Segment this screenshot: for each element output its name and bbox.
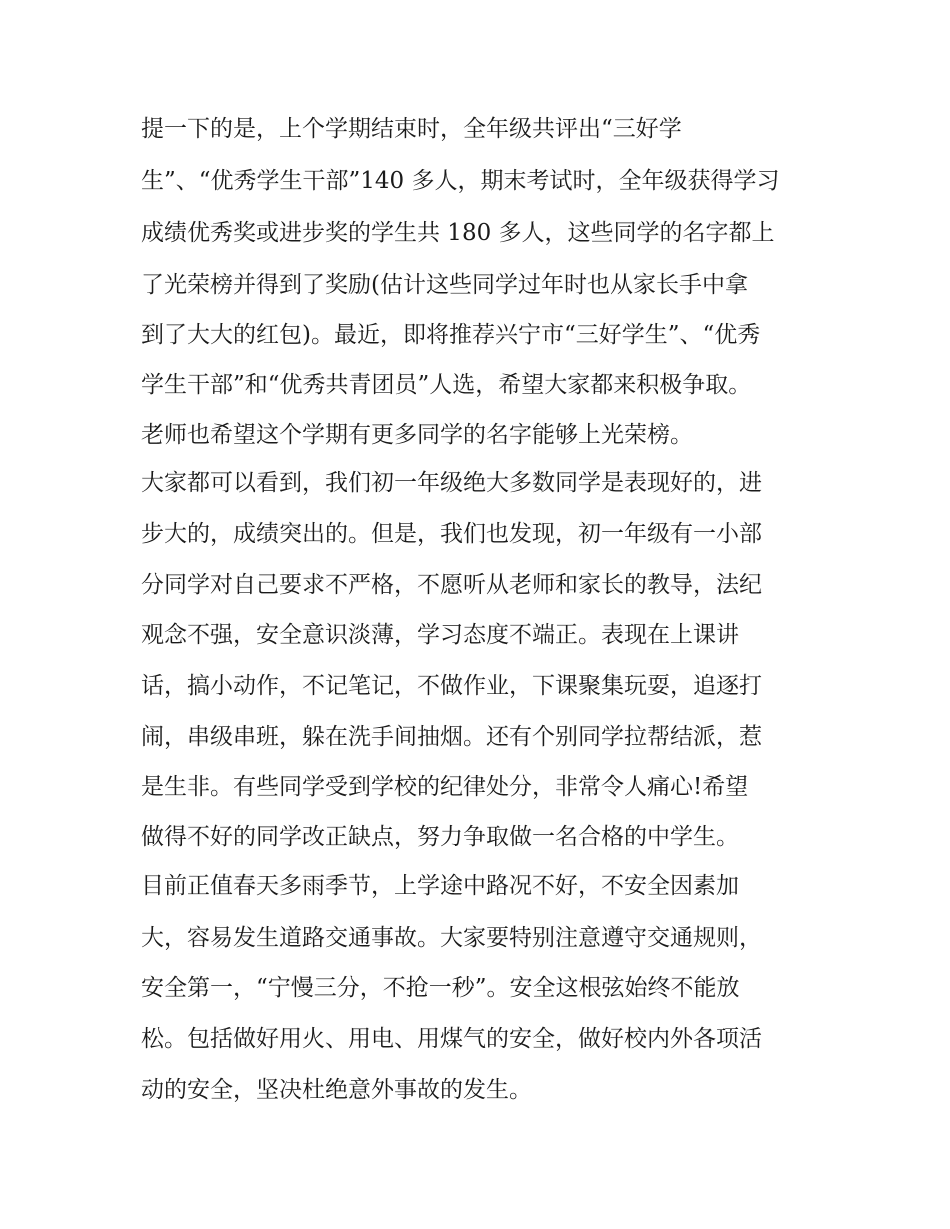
text-line: 动的安全，坚决杜绝意外事故的发生。 — [141, 1077, 532, 1103]
text-line: 步大的，成绩突出的。但是，我们也发现，初一年级有一小部 — [141, 521, 762, 547]
text-line: 了光荣榜并得到了奖励(估计这些同学过年时也从家长手中拿 — [141, 272, 748, 298]
text-line: 观念不强，安全意识淡薄，学习态度不端正。表现在上课讲 — [141, 622, 739, 648]
text-line: 是生非。有些同学受到学校的纪律处分，非常令人痛心!希望 — [141, 774, 749, 800]
text-line: 大家都可以看到，我们初一年级绝大多数同学是表现好的，进 — [141, 470, 762, 496]
text-line: 大，容易发生道路交通事故。大家要特别注意遵守交通规则， — [141, 925, 762, 951]
text-line: 安全第一，“宁慢三分，不抢一秒”。安全这根弦始终不能放 — [141, 975, 740, 1001]
text-line: 生”、“优秀学生干部”140 多人，期末考试时，全年级获得学习 — [141, 168, 780, 194]
text-line: 话，搞小动作，不记笔记，不做作业，下课聚集玩耍，追逐打 — [141, 673, 762, 699]
text-line: 提一下的是，上个学期结束时，全年级共评出“三好学 — [141, 116, 682, 142]
text-line: 成绩优秀奖或进步奖的学生共 180 多人，这些同学的名字都上 — [141, 220, 775, 246]
text-line: 目前正值春天多雨季节，上学途中路况不好，不安全因素加 — [141, 873, 739, 899]
text-line: 做得不好的同学改正缺点，努力争取做一名合格的中学生。 — [141, 824, 739, 850]
text-line: 闹，串级串班，躲在洗手间抽烟。还有个别同学拉帮结派，惹 — [141, 724, 762, 750]
text-line: 老师也希望这个学期有更多同学的名字能够上光荣榜。 — [141, 422, 693, 448]
text-line: 松。包括做好用火、用电、用煤气的安全，做好校内外各项活 — [141, 1026, 762, 1052]
text-line: 分同学对自己要求不严格，不愿听从老师和家长的教导，法纪 — [141, 572, 762, 598]
text-line: 到了大大的红包)。最近，即将推荐兴宁市“三好学生”、“优秀 — [141, 322, 761, 348]
text-line: 学生干部”和“优秀共青团员”人选，希望大家都来积极争取。 — [141, 372, 752, 398]
